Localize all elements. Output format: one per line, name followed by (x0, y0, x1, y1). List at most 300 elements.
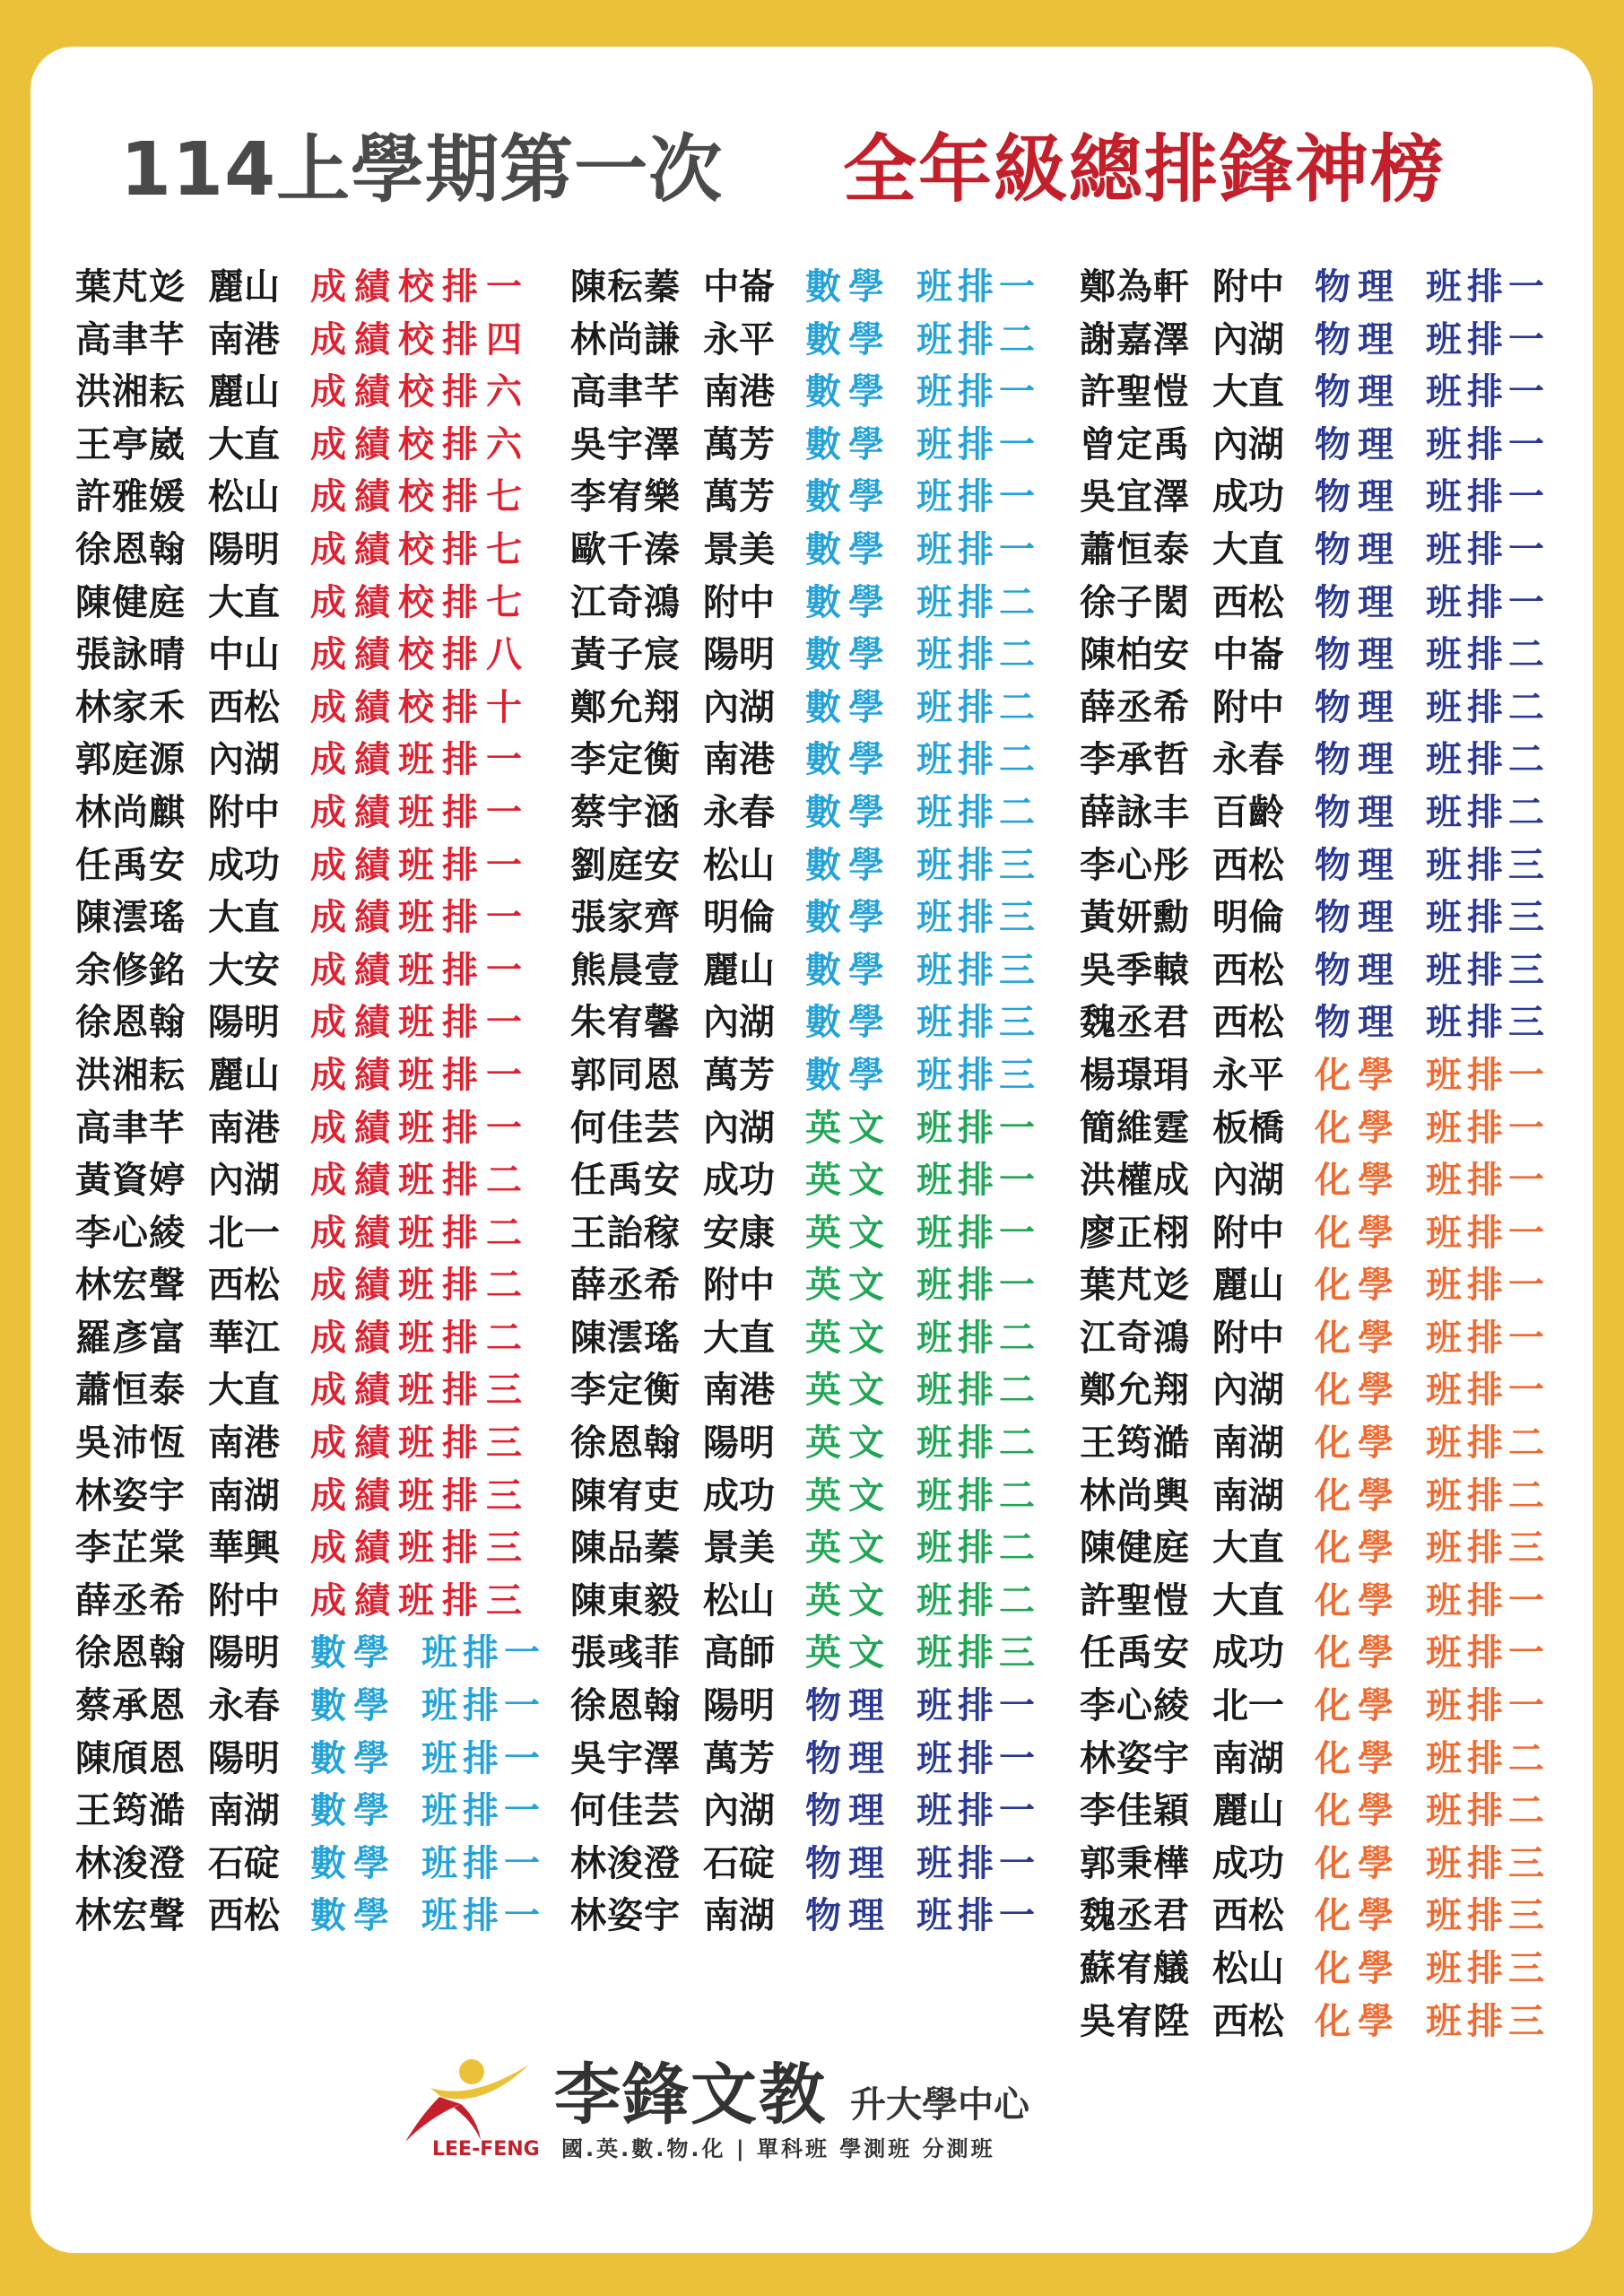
student-name: 何佳芸 (570, 1107, 681, 1149)
rank-label: 成績班排三 (310, 1579, 530, 1622)
rank-label: 班排二 (916, 791, 1040, 833)
rank-label: 班排一 (916, 1685, 1040, 1727)
student-name: 江奇鴻 (1080, 1317, 1190, 1359)
school-name: 中山 (208, 634, 280, 676)
student-name: 陳品蓁 (570, 1527, 681, 1570)
student-name: 李心綾 (75, 1212, 186, 1254)
subject-label: 化學 (1315, 1895, 1401, 1937)
rank-label: 成績班排三 (310, 1422, 530, 1465)
subject-label: 物理 (1315, 897, 1401, 939)
brand-logo (395, 2052, 1076, 2178)
subject-label: 化學 (1315, 1422, 1401, 1465)
rank-label: 班排三 (1426, 844, 1550, 886)
school-name: 南湖 (208, 1474, 280, 1517)
subject-label: 物理 (1315, 634, 1401, 676)
school-name: 內湖 (703, 686, 775, 728)
student-name: 薛丞希 (570, 1265, 681, 1307)
student-name: 高聿芊 (75, 318, 186, 361)
student-name: 徐恩翰 (75, 1002, 186, 1044)
rank-label: 成績班排一 (310, 1054, 530, 1096)
subject-label: 物理 (1315, 318, 1401, 361)
rank-label: 班排二 (1426, 634, 1550, 676)
school-name: 西松 (1212, 844, 1284, 886)
school-name: 大直 (703, 1317, 775, 1359)
student-name: 薛丞希 (1080, 686, 1190, 728)
school-name: 附中 (1212, 686, 1284, 728)
school-name: 西松 (1212, 2000, 1284, 2042)
subject-label: 物理 (1315, 686, 1401, 728)
rank-label: 班排一 (916, 476, 1040, 518)
student-name: 魏丞君 (1080, 1895, 1190, 1937)
school-name: 大直 (208, 581, 280, 623)
school-name: 永平 (703, 318, 775, 361)
rank-label: 班排一 (916, 266, 1040, 308)
student-name: 余修銘 (75, 949, 186, 991)
student-name: 張詠晴 (75, 634, 186, 676)
school-name: 板橋 (1212, 1107, 1284, 1149)
student-name: 李心綾 (1080, 1685, 1190, 1727)
rank-label: 成績班排一 (310, 739, 530, 781)
rank-label: 班排二 (916, 634, 1040, 676)
subject-label: 數學 (805, 528, 891, 570)
subject-label: 數學 (310, 1790, 396, 1832)
student-name: 蘇宥艤 (1080, 1948, 1190, 1989)
school-name: 麗山 (1212, 1265, 1284, 1307)
rank-label: 成績校排六 (310, 423, 530, 465)
subject-label: 物理 (805, 1842, 891, 1884)
rank-label: 班排一 (1426, 476, 1550, 518)
student-name: 洪湘耘 (75, 371, 186, 413)
school-name: 陽明 (208, 1737, 280, 1779)
rank-label: 成績校排六 (310, 371, 530, 413)
school-name: 萬芳 (703, 476, 775, 518)
school-name: 大直 (1212, 528, 1284, 570)
subject-label: 數學 (805, 581, 891, 623)
subject-label: 數學 (310, 1632, 396, 1674)
rank-label: 班排二 (916, 1527, 1040, 1570)
subject-label: 英文 (805, 1422, 891, 1465)
school-name: 西松 (208, 686, 280, 728)
school-name: 明倫 (703, 897, 775, 939)
rank-label: 班排二 (1426, 1790, 1550, 1832)
subject-label: 英文 (805, 1632, 891, 1674)
student-name: 王筠澔 (1080, 1422, 1190, 1465)
student-name: 林尚麒 (75, 791, 186, 833)
student-name: 陳東毅 (570, 1579, 681, 1622)
school-name: 麗山 (1212, 1790, 1284, 1832)
school-name: 內湖 (1212, 423, 1284, 465)
student-name: 李定衡 (570, 739, 681, 781)
rank-label: 成績校排七 (310, 476, 530, 518)
rank-label: 成績班排二 (310, 1212, 530, 1254)
student-name: 洪權成 (1080, 1160, 1190, 1202)
subject-label: 物理 (1315, 791, 1401, 833)
subject-label: 物理 (1315, 266, 1401, 308)
student-name: 吳沛恆 (75, 1422, 186, 1465)
rank-label: 成績班排一 (310, 897, 530, 939)
rank-label: 班排一 (1426, 1054, 1550, 1096)
student-name: 林尚輿 (1080, 1474, 1190, 1517)
school-name: 附中 (208, 1579, 280, 1622)
rank-label: 班排一 (421, 1632, 545, 1674)
rank-label: 班排一 (1426, 528, 1550, 570)
subject-label: 數學 (310, 1685, 396, 1727)
school-name: 南港 (703, 371, 775, 413)
subject-label: 物理 (1315, 581, 1401, 623)
subject-label: 數學 (805, 897, 891, 939)
rank-label: 成績班排二 (310, 1265, 530, 1307)
student-name: 李佳穎 (1080, 1790, 1190, 1832)
school-name: 附中 (703, 581, 775, 623)
student-name: 李芷棠 (75, 1527, 186, 1570)
school-name: 附中 (1212, 266, 1284, 308)
rank-label: 班排一 (916, 1160, 1040, 1202)
student-name: 陳健庭 (75, 581, 186, 623)
subject-label: 化學 (1315, 1107, 1401, 1149)
student-name: 劉庭安 (570, 844, 681, 886)
student-name: 林家禾 (75, 686, 186, 728)
rank-label: 班排一 (1426, 1370, 1550, 1412)
student-name: 楊璟琄 (1080, 1054, 1190, 1096)
rank-label: 班排三 (916, 1632, 1040, 1674)
rank-label: 成績班排三 (310, 1474, 530, 1517)
student-name: 高聿芊 (570, 371, 681, 413)
subject-label: 英文 (805, 1212, 891, 1254)
student-name: 朱宥馨 (570, 1002, 681, 1044)
rank-label: 班排二 (916, 686, 1040, 728)
student-name: 何佳芸 (570, 1790, 681, 1832)
school-name: 明倫 (1212, 897, 1284, 939)
subject-label: 化學 (1315, 1054, 1401, 1096)
school-name: 附中 (208, 791, 280, 833)
subject-label: 數學 (805, 423, 891, 465)
school-name: 大直 (208, 423, 280, 465)
school-name: 陽明 (208, 1002, 280, 1044)
student-name: 徐恩翰 (570, 1422, 681, 1465)
school-name: 陽明 (208, 528, 280, 570)
rank-label: 班排一 (1426, 1632, 1550, 1674)
rank-label: 班排二 (916, 1422, 1040, 1465)
subject-label: 數學 (805, 791, 891, 833)
student-name: 林姿宇 (570, 1895, 681, 1937)
rank-label: 班排一 (1426, 1579, 1550, 1622)
school-name: 內湖 (1212, 1370, 1284, 1412)
rank-label: 班排一 (916, 1265, 1040, 1307)
rank-label: 班排一 (1426, 266, 1550, 308)
rank-label: 班排一 (421, 1790, 545, 1832)
rank-label: 班排三 (916, 1054, 1040, 1096)
rank-label: 班排二 (1426, 686, 1550, 728)
school-name: 石碇 (703, 1842, 775, 1884)
school-name: 大直 (208, 1370, 280, 1412)
school-name: 內湖 (703, 1002, 775, 1044)
rank-label: 班排一 (916, 371, 1040, 413)
rank-label: 班排一 (1426, 1265, 1550, 1307)
rank-label: 成績班排一 (310, 844, 530, 886)
subject-label: 化學 (1315, 1370, 1401, 1412)
student-name: 熊晨壹 (570, 949, 681, 991)
rank-label: 班排二 (1426, 1422, 1550, 1465)
student-name: 黃子宸 (570, 634, 681, 676)
student-name: 林姿宇 (1080, 1737, 1190, 1779)
subject-label: 化學 (1315, 2000, 1401, 2042)
rank-label: 班排二 (916, 1579, 1040, 1622)
school-name: 內湖 (703, 1790, 775, 1832)
rank-label: 班排三 (1426, 1527, 1550, 1570)
school-name: 成功 (1212, 476, 1284, 518)
school-name: 南港 (703, 739, 775, 781)
subject-label: 英文 (805, 1474, 891, 1517)
school-name: 大直 (1212, 1527, 1284, 1570)
school-name: 麗山 (208, 371, 280, 413)
student-name: 李承哲 (1080, 739, 1190, 781)
student-name: 黃資婷 (75, 1160, 186, 1202)
rank-label: 班排三 (1426, 949, 1550, 991)
student-name: 許雅媛 (75, 476, 186, 518)
subject-label: 物理 (1315, 528, 1401, 570)
subject-label: 物理 (1315, 844, 1401, 886)
rank-label: 成績班排三 (310, 1527, 530, 1570)
school-name: 永春 (1212, 739, 1284, 781)
school-name: 華興 (208, 1527, 280, 1570)
rank-label: 成績班排一 (310, 1002, 530, 1044)
school-name: 西松 (1212, 581, 1284, 623)
rank-label: 班排一 (1426, 1685, 1550, 1727)
school-name: 松山 (703, 1579, 775, 1622)
subject-label: 英文 (805, 1579, 891, 1622)
subject-label: 化學 (1315, 1474, 1401, 1517)
student-name: 李心彤 (1080, 844, 1190, 886)
rank-label: 成績校排十 (310, 686, 530, 728)
subject-label: 物理 (805, 1895, 891, 1937)
student-name: 羅彥富 (75, 1317, 186, 1359)
rank-label: 班排二 (916, 1474, 1040, 1517)
school-name: 南湖 (703, 1895, 775, 1937)
student-name: 高聿芊 (75, 1107, 186, 1149)
student-name: 許聖愷 (1080, 371, 1190, 413)
rank-label: 成績校排七 (310, 581, 530, 623)
student-name: 許聖愷 (1080, 1579, 1190, 1622)
rank-label: 班排一 (916, 1790, 1040, 1832)
subject-label: 物理 (805, 1737, 891, 1779)
student-name: 張家齊 (570, 897, 681, 939)
rank-label: 成績班排一 (310, 1107, 530, 1149)
logo-name: 李鋒文教 (554, 2057, 827, 2134)
subject-label: 數學 (805, 476, 891, 518)
student-name: 徐恩翰 (75, 528, 186, 570)
subject-label: 數學 (805, 371, 891, 413)
student-name: 黃妍勳 (1080, 897, 1190, 939)
subject-label: 物理 (1315, 1002, 1401, 1044)
student-name: 林宏聲 (75, 1265, 186, 1307)
school-name: 陽明 (703, 1685, 775, 1727)
school-name: 成功 (1212, 1842, 1284, 1884)
school-name: 陽明 (703, 634, 775, 676)
student-name: 吳宥陞 (1080, 2000, 1190, 2042)
rank-label: 班排二 (1426, 791, 1550, 833)
student-name: 魏丞君 (1080, 1002, 1190, 1044)
rank-label: 成績班排二 (310, 1160, 530, 1202)
student-name: 李宥樂 (570, 476, 681, 518)
student-name: 廖正栩 (1080, 1212, 1190, 1254)
rank-label: 成績校排四 (310, 318, 530, 361)
school-name: 高師 (703, 1632, 775, 1674)
school-name: 西松 (208, 1265, 280, 1307)
rank-label: 成績班排一 (310, 949, 530, 991)
subject-label: 物理 (805, 1790, 891, 1832)
subject-label: 化學 (1315, 1527, 1401, 1570)
rank-label: 班排一 (421, 1685, 545, 1727)
rank-label: 班排一 (421, 1737, 545, 1779)
rank-label: 班排二 (1426, 1737, 1550, 1779)
school-name: 內湖 (208, 1160, 280, 1202)
school-name: 成功 (1212, 1632, 1284, 1674)
student-name: 陳澐瑤 (570, 1317, 681, 1359)
student-name: 葉芃彣 (1080, 1265, 1190, 1307)
rank-label: 班排一 (1426, 318, 1550, 361)
school-name: 中崙 (703, 266, 775, 308)
subject-label: 英文 (805, 1265, 891, 1307)
school-name: 西松 (1212, 949, 1284, 991)
subject-label: 化學 (1315, 1212, 1401, 1254)
rank-label: 班排二 (916, 581, 1040, 623)
rank-label: 班排一 (916, 1895, 1040, 1937)
subject-label: 英文 (805, 1160, 891, 1202)
school-name: 南湖 (1212, 1422, 1284, 1465)
school-name: 南港 (208, 318, 280, 361)
student-name: 徐恩翰 (570, 1685, 681, 1727)
student-name: 謝嘉澤 (1080, 318, 1190, 361)
subject-label: 英文 (805, 1370, 891, 1412)
student-name: 蕭恒泰 (1080, 528, 1190, 570)
subject-label: 英文 (805, 1107, 891, 1149)
rank-label: 成績班排一 (310, 791, 530, 833)
rank-label: 成績校排七 (310, 528, 530, 570)
student-name: 任禹安 (75, 844, 186, 886)
school-name: 西松 (1212, 1895, 1284, 1937)
logo-tagline: 國.英.數.物.化 | 單科班 學測班 分測班 (561, 2136, 995, 2161)
student-name: 陳頎恩 (75, 1737, 186, 1779)
subject-label: 數學 (805, 318, 891, 361)
student-name: 陳澐瑤 (75, 897, 186, 939)
subject-label: 化學 (1315, 1948, 1401, 1989)
school-name: 石碇 (208, 1842, 280, 1884)
school-name: 松山 (208, 476, 280, 518)
student-name: 蔡宇涵 (570, 791, 681, 833)
subject-label: 化學 (1315, 1685, 1401, 1727)
student-name: 鄭允翔 (570, 686, 681, 728)
school-name: 附中 (703, 1265, 775, 1307)
rank-label: 班排二 (916, 1317, 1040, 1359)
student-name: 曾定禹 (1080, 423, 1190, 465)
school-name: 松山 (703, 844, 775, 886)
school-name: 附中 (1212, 1317, 1284, 1359)
student-name: 薛丞希 (75, 1579, 186, 1622)
school-name: 附中 (1212, 1212, 1284, 1254)
rank-label: 班排二 (916, 739, 1040, 781)
school-name: 中崙 (1212, 634, 1284, 676)
rank-label: 班排一 (1426, 1212, 1550, 1254)
subject-label: 化學 (1315, 1790, 1401, 1832)
rank-label: 班排三 (1426, 1948, 1550, 1989)
student-name: 薛詠丰 (1080, 791, 1190, 833)
school-name: 松山 (1212, 1948, 1284, 1989)
rank-label: 班排三 (1426, 1895, 1550, 1937)
school-name: 大直 (1212, 371, 1284, 413)
student-name: 江奇鴻 (570, 581, 681, 623)
school-name: 西松 (1212, 1002, 1284, 1044)
school-name: 麗山 (208, 266, 280, 308)
student-name: 郭同恩 (570, 1054, 681, 1096)
rank-label: 班排一 (1426, 371, 1550, 413)
subject-label: 物理 (1315, 476, 1401, 518)
subject-label: 物理 (1315, 371, 1401, 413)
logo-mark-icon (395, 2052, 538, 2142)
rank-label: 班排二 (916, 318, 1040, 361)
school-name: 內湖 (1212, 1160, 1284, 1202)
subject-label: 數學 (805, 844, 891, 886)
logo-english: LEE-FENG (432, 2138, 540, 2161)
rank-label: 班排三 (1426, 2000, 1550, 2042)
school-name: 華江 (208, 1317, 280, 1359)
student-name: 鄭允翔 (1080, 1370, 1190, 1412)
subject-label: 化學 (1315, 1265, 1401, 1307)
student-name: 吳宇澤 (570, 1737, 681, 1779)
student-name: 林浚澄 (570, 1842, 681, 1884)
subject-label: 數學 (310, 1895, 396, 1937)
school-name: 景美 (703, 1527, 775, 1570)
page-title (0, 126, 1624, 215)
subject-label: 物理 (1315, 423, 1401, 465)
student-name: 王亭崴 (75, 423, 186, 465)
rank-label: 班排一 (916, 1107, 1040, 1149)
school-name: 麗山 (208, 1054, 280, 1096)
school-name: 陽明 (703, 1422, 775, 1465)
school-name: 南港 (208, 1422, 280, 1465)
rank-label: 班排二 (1426, 1474, 1550, 1517)
subject-label: 物理 (1315, 739, 1401, 781)
rank-label: 成績班排三 (310, 1370, 530, 1412)
school-name: 南湖 (208, 1790, 280, 1832)
student-name: 林浚澄 (75, 1842, 186, 1884)
rank-label: 班排一 (1426, 1317, 1550, 1359)
school-name: 大直 (1212, 1579, 1284, 1622)
rank-label: 班排三 (916, 949, 1040, 991)
rank-label: 班排一 (916, 1212, 1040, 1254)
subject-label: 化學 (1315, 1160, 1401, 1202)
student-name: 葉芃彣 (75, 266, 186, 308)
school-name: 萬芳 (703, 1737, 775, 1779)
student-name: 蔡承恩 (75, 1685, 186, 1727)
subject-label: 數學 (310, 1842, 396, 1884)
school-name: 百齡 (1212, 791, 1284, 833)
student-name: 歐千溱 (570, 528, 681, 570)
rank-label: 班排一 (916, 1842, 1040, 1884)
subject-label: 數學 (805, 1002, 891, 1044)
school-name: 內湖 (1212, 318, 1284, 361)
rank-label: 班排二 (916, 1370, 1040, 1412)
student-name: 張彧菲 (570, 1632, 681, 1674)
subject-label: 英文 (805, 1527, 891, 1570)
rank-label: 成績班排二 (310, 1317, 530, 1359)
school-name: 大直 (208, 897, 280, 939)
rank-label: 班排一 (1426, 423, 1550, 465)
school-name: 南湖 (1212, 1474, 1284, 1517)
title-term: 114上學期第一次 (120, 127, 724, 213)
school-name: 永平 (1212, 1054, 1284, 1096)
rank-label: 成績校排八 (310, 634, 530, 676)
school-name: 景美 (703, 528, 775, 570)
